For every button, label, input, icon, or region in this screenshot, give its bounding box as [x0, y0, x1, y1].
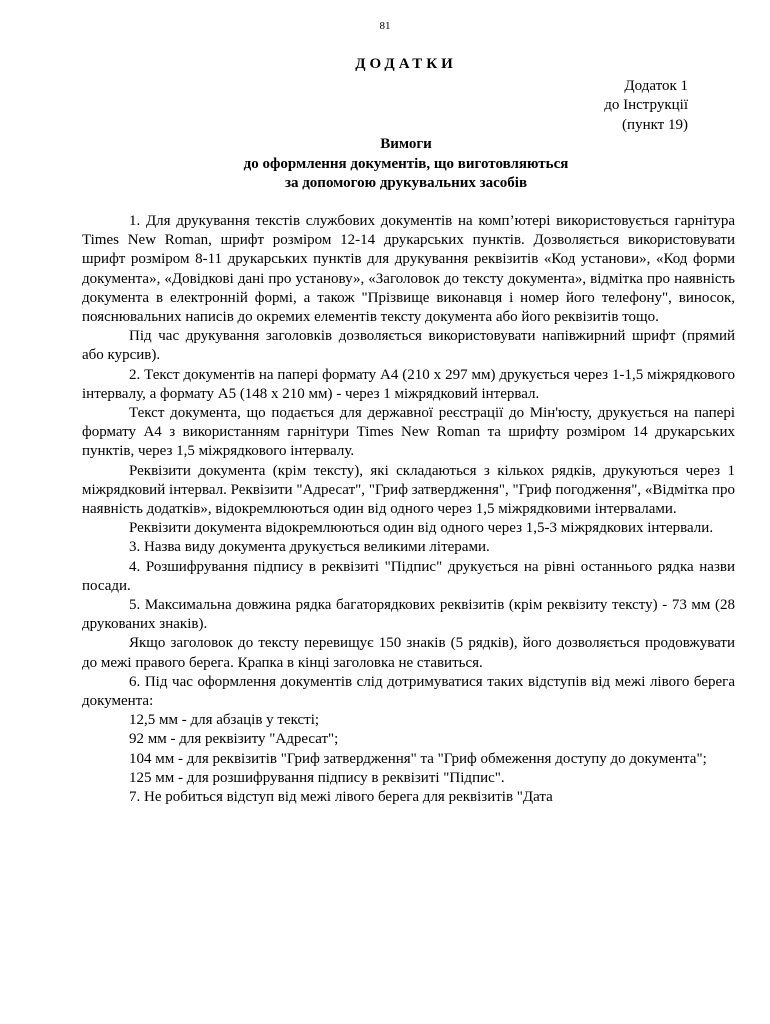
paragraph: Якщо заголовок до тексту перевищує 150 знаків (5 рядків), його дозволяється продовжувати до межі правого берега. Крапка в кінці заголовка не ставиться. — [82, 635, 735, 671]
document-body — [82, 212, 735, 807]
section-title: ДОДАТКИ — [355, 56, 457, 72]
paragraph: Текст документа, що подається для державної реєстрації до Мін'юсту, друкується на папері формату А4 з використанням гарнітури Times New Roman та шрифту розміром 14 друкарських пунктів, через 1,5 міжрядкового інтервалу. — [82, 405, 735, 460]
annex-reference-line: Додаток 1 — [624, 78, 688, 94]
document-heading — [0, 135, 770, 194]
indent-list-item: 92 мм - для реквізиту "Адресат"; — [129, 731, 339, 748]
paragraph: Реквізити документа відокремлюються один від одного через 1,5-3 міжрядкових інтервали. — [129, 520, 714, 537]
paragraph: Реквізити документа (крім тексту), які складаються з кількох рядків, друкуються через 1 міжрядковий інтервал. Реквізити "Адресат", "Гриф затвердження", "Гриф погодження", «Відмітка про наявність додатків», відокремлюються один від одного через 1,5 міжрядковими інтервалами. — [82, 462, 735, 518]
paragraph: 2. Текст документів на папері формату А4 (210 х 297 мм) друкується через 1-1,5 міжрядкового інтервалу, а формату А5 (148 х 210 мм) - через 1 міжрядковий інтервал. — [82, 366, 735, 402]
paragraph: 1. Для друкування текстів службових документів на комп’ютері використовується гарнітура Times New Roman, шрифт розміром 12-14 друкарських пунктів. Дозволяється використовувати шрифт розміром 8-11 друкарських пунктів для друкування реквізитів «Код установи», «Код форми документа», «Довідкові дані про установу», «Заголовок до тексту документа», відмітка про наявність документа в електронній формі, а також "Прізвище виконавця і номер його телефону", виносок, пояснювальних написів до окремих елементів тексту документа або його реквізитів тощо. — [82, 213, 735, 326]
page-number: 81 — [379, 20, 391, 32]
annex-reference-line: (пункт 19) — [622, 116, 688, 133]
annex-reference-line: до Інструкції — [604, 97, 688, 114]
paragraph: 4. Розшифрування підпису в реквізиті "Підпис" друкується на рівні останнього рядка назви посади. — [82, 558, 735, 594]
heading-line: до оформлення документів, що виготовляються — [243, 155, 569, 172]
heading-line: Вимоги — [380, 136, 432, 152]
indent-list-item: 104 мм - для реквізитів "Гриф затвердження" та "Гриф обмеження доступу до документа"; — [129, 750, 707, 767]
paragraph: Під час друкування заголовків дозволяється використовувати напівжирний шрифт (прямий або курсив). — [82, 328, 735, 364]
indent-list-item: 125 мм - для розшифрування підпису в реквізиті "Підпис". — [129, 769, 505, 786]
heading-line: за допомогою друкувальних засобів — [284, 175, 528, 191]
annex-reference — [604, 77, 688, 135]
paragraph: 3. Назва виду документа друкується великими літерами. — [129, 539, 490, 556]
indent-list-item: 12,5 мм - для абзаців у тексті; — [129, 712, 320, 729]
paragraph: 6. Під час оформлення документів слід дотримуватися таких відступів від межі лівого берега документа: — [82, 673, 735, 710]
paragraph: 7. Не робиться відступ від межі лівого берега для реквізитів "Дата — [129, 789, 553, 806]
paragraph: 5. Максимальна довжина рядка багаторядкових реквізитів (крім реквізиту тексту) - 73 мм (28 друкованих знаків). — [82, 597, 735, 633]
